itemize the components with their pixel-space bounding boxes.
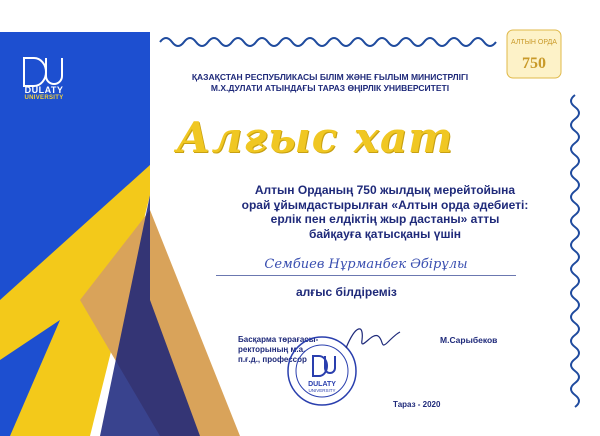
ministry-header <box>140 72 520 94</box>
signer-name: М.Сарыбеков <box>440 335 498 345</box>
seal-brand-text: DULATY <box>308 381 336 388</box>
logo-brand-text: DULATY <box>24 85 64 95</box>
seal-sub-text: UNIVERSITY <box>308 388 336 393</box>
logo-sub-text: UNIVERSITY <box>24 95 64 101</box>
ministry-line-2: М.Х.ДУЛАТИ АТЫНДАҒЫ ТАРАЗ ӨҢІРЛІК УНИВЕРСИТЕТІ <box>210 83 450 93</box>
university-logo <box>14 52 74 102</box>
body-line-4: байқауға қатысқаны үшін <box>308 226 462 241</box>
signature-mark <box>342 322 402 356</box>
certificate-body <box>210 183 560 241</box>
body-line-2: орай ұйымдастырылған «Алтын орда әдебиеті: <box>241 197 529 212</box>
certificate-title: Алғыс хат <box>176 113 454 162</box>
signer-title-line-1: Басқарма төрағасы- <box>238 335 319 344</box>
ministry-line-1: ҚАЗАҚСТАН РЕСПУБЛИКАСЫ БІЛІМ ЖӘНЕ ҒЫЛЫМ МИНИСТРЛІГІ <box>191 72 469 82</box>
jubilee-badge-number: 750 <box>522 55 546 72</box>
signer-title-line-3: п.ғ.д., профессор <box>238 355 307 364</box>
gratitude-text: алғыс білдіреміз <box>296 285 397 299</box>
recipient-name: Сембиев Нұрманбек Әбірұлы <box>264 257 468 272</box>
body-line-3: ерлік пен елдіктің жыр дастаны» атты <box>270 212 500 226</box>
signer-title-line-2: ректорының м.а. <box>238 345 306 354</box>
jubilee-badge-top-text: АЛТЫН ОРДА <box>511 39 557 46</box>
body-line-1: Алтын Орданың 750 жылдық мерейтойына <box>254 183 516 197</box>
recipient-underline <box>216 275 516 276</box>
footer-place-year: Тараз - 2020 <box>393 400 441 409</box>
right-ornament-border <box>571 95 579 407</box>
top-ornament-border <box>160 38 496 46</box>
handwritten-signature <box>342 322 402 361</box>
